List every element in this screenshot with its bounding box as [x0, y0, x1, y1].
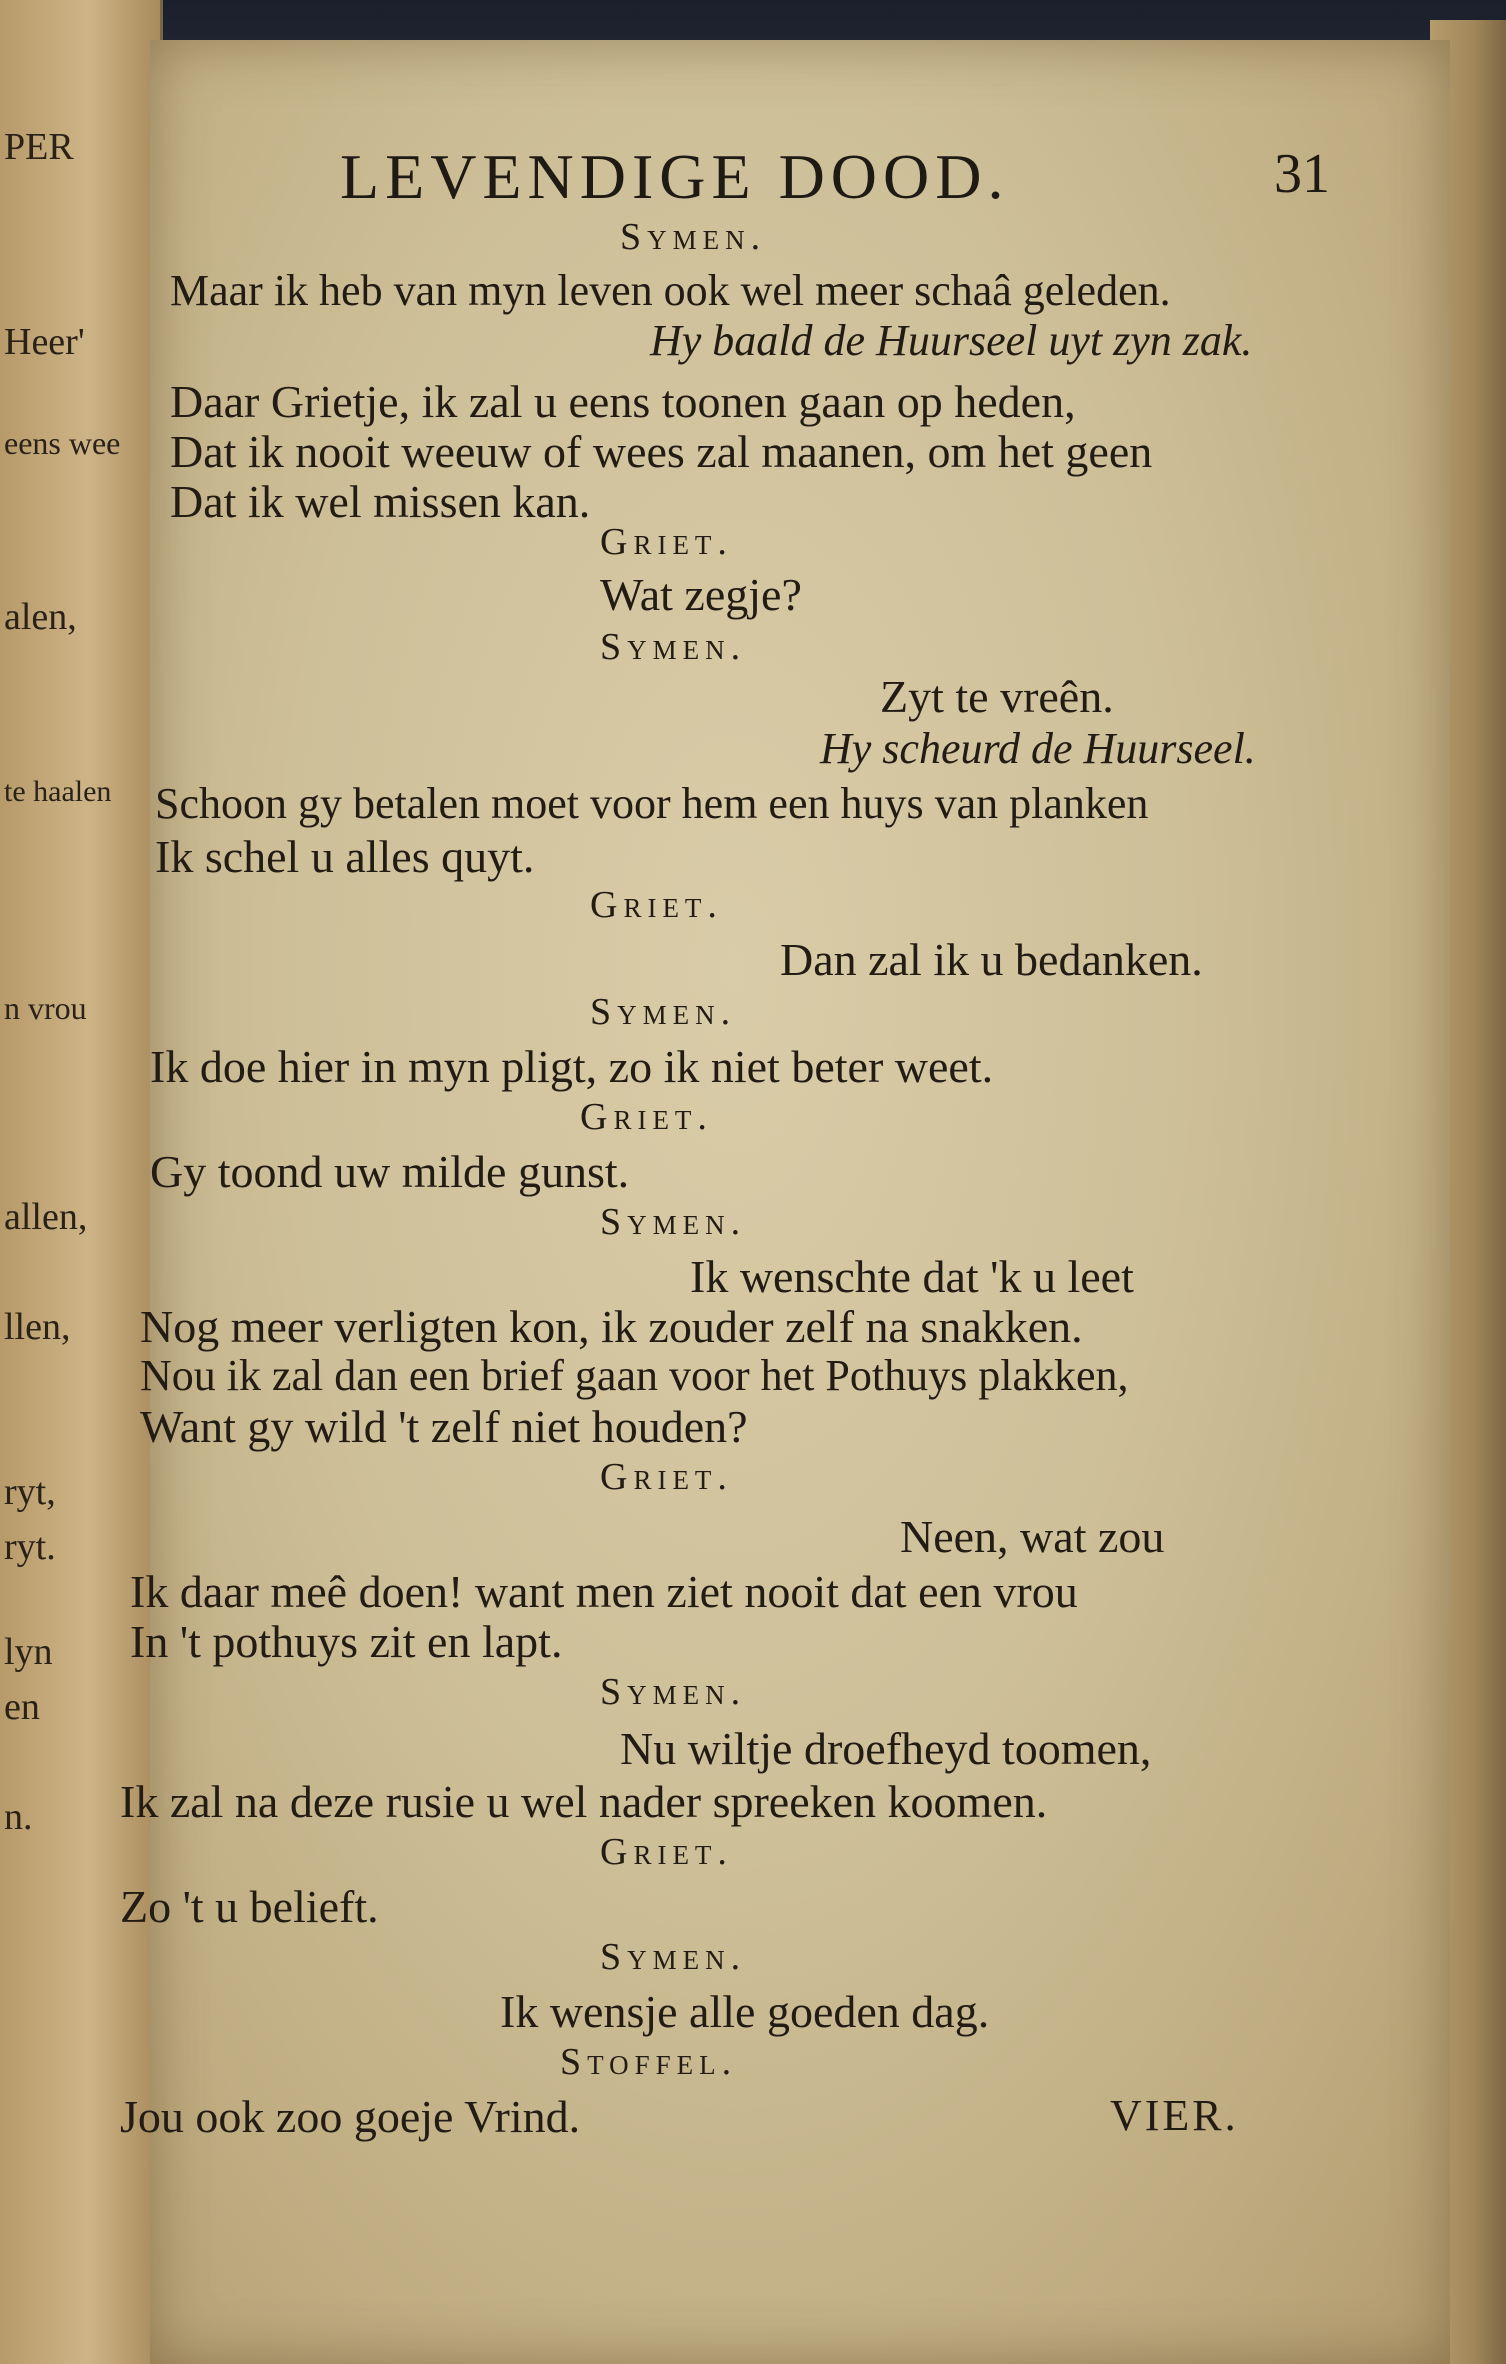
- speaker-name: Griet.: [600, 1831, 733, 1873]
- verse-line: Ik wenschte dat 'k u leet: [690, 1251, 1134, 1302]
- facing-page-fragment: alen,: [4, 596, 77, 638]
- facing-page-fragment: ryt,: [4, 1471, 56, 1513]
- speaker-name: Griet.: [580, 1096, 713, 1138]
- facing-page-fragment: PER: [4, 126, 74, 168]
- verse-line: Ik schel u alles quyt.: [155, 831, 535, 882]
- verse-line: Dat ik wel missen kan.: [170, 476, 591, 527]
- verse-line: Ik wensje alle goeden dag.: [500, 1986, 990, 2037]
- verse-line: Zo 't u belieft.: [120, 1881, 379, 1932]
- facing-page-fragment: lyn: [4, 1631, 53, 1673]
- verse-line: Zyt te vreên.: [880, 671, 1114, 722]
- speaker-name: Stoffel.: [560, 2041, 738, 2083]
- catchword: VIER.: [1110, 2091, 1239, 2140]
- verse-line: Nou ik zal dan een brief gaan voor het Pothuys plakken,: [140, 1351, 1129, 1400]
- speaker-name: Griet.: [600, 521, 733, 563]
- verse-line: Dan zal ik u bedanken.: [780, 934, 1203, 985]
- verse-line: Wat zegje?: [600, 569, 802, 620]
- page-number: 31: [1274, 143, 1330, 205]
- speaker-name: Symen.: [600, 626, 747, 668]
- verse-line: Dat ik nooit weeuw of wees zal maanen, om het geen: [170, 426, 1153, 477]
- facing-page-fragment: n.: [4, 1796, 33, 1838]
- facing-page-fragment: allen,: [4, 1196, 88, 1238]
- facing-page-fragment: Heer': [4, 321, 85, 363]
- verse-line: Neen, wat zou: [900, 1511, 1165, 1562]
- verse-line: In 't pothuys zit en lapt.: [130, 1616, 563, 1667]
- facing-page-edge: [0, 0, 163, 2364]
- facing-page-fragment: en: [4, 1686, 40, 1728]
- facing-page-fragment: ryt.: [4, 1526, 56, 1568]
- verse-line: Nog meer verligten kon, ik zouder zelf na snakken.: [140, 1301, 1083, 1352]
- speaker-name: Griet.: [590, 884, 723, 926]
- running-title: LEVENDIGE DOOD.: [340, 141, 1010, 212]
- speaker-name: Symen.: [600, 1201, 747, 1243]
- speaker-name: Symen.: [590, 991, 737, 1033]
- verse-line: Maar ik heb van myn leven ook wel meer schaâ geleden.: [170, 266, 1171, 315]
- verse-line: Jou ook zoo goeje Vrind.: [120, 2091, 581, 2142]
- verse-line: Schoon gy betalen moet voor hem een huys van planken: [155, 779, 1149, 828]
- facing-page-fragment: n vrou: [4, 990, 87, 1026]
- stage-direction: Hy scheurd de Huurseel.: [820, 724, 1256, 773]
- running-head: [200, 140, 1370, 220]
- verse-line: Nu wiltje droefheyd toomen,: [620, 1723, 1152, 1774]
- speaker-name: Symen.: [600, 1671, 747, 1713]
- verse-line: Ik doe hier in myn pligt, zo ik niet beter weet.: [150, 1041, 994, 1092]
- verse-line: Daar Grietje, ik zal u eens toonen gaan op heden,: [170, 376, 1076, 427]
- verse-line: Want gy wild 't zelf niet houden?: [140, 1401, 748, 1452]
- facing-page-fragment: eens wee: [4, 425, 121, 461]
- verse-line: Ik daar meê doen! want men ziet nooit dat een vrou: [130, 1566, 1078, 1617]
- verse-line: Gy toond uw milde gunst.: [150, 1146, 630, 1197]
- stage-direction: Hy baald de Huurseel uyt zyn zak.: [650, 316, 1253, 365]
- verse-line: Ik zal na deze rusie u wel nader spreeken koomen.: [120, 1776, 1048, 1827]
- speaker-name: Griet.: [600, 1456, 733, 1498]
- facing-page-fragment: llen,: [4, 1306, 71, 1348]
- speaker-name: Symen.: [600, 1936, 747, 1978]
- speaker-name: Symen.: [620, 216, 767, 258]
- facing-page-fragment: te haalen: [4, 775, 112, 808]
